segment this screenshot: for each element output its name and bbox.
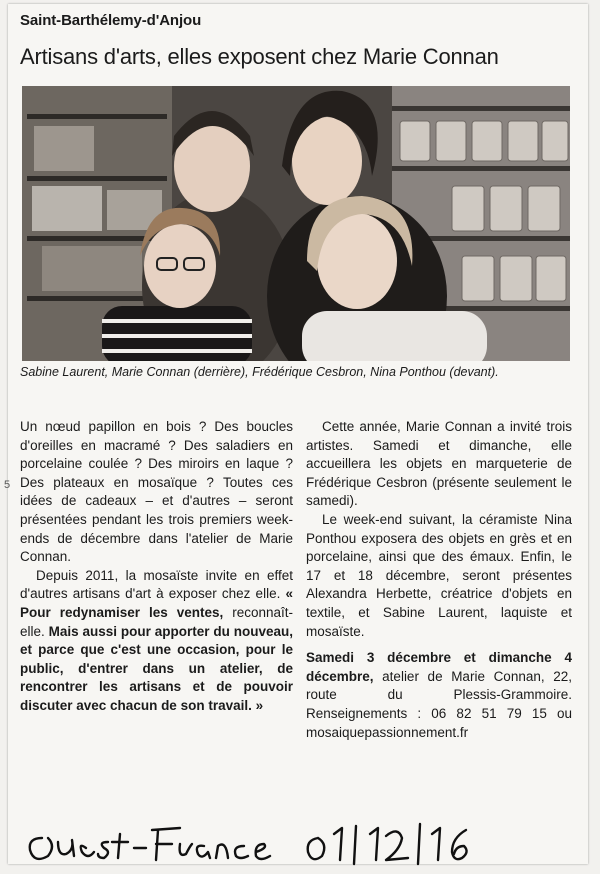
quote-part-2: Mais aussi pour apporter du nouveau, et parce que c'est une occasion, pour le public, d'entrer dans un atelier, de rencontrer les artisans et de pouvoir discuter avec chacun de son travail. »	[20, 623, 293, 713]
paragraph-2	[20, 567, 293, 716]
article-kicker: Saint-Barthélemy-d'Anjou	[20, 12, 202, 29]
handwritten-text: Ouest-France 01/12/16	[20, 808, 31, 809]
article-column-1	[20, 418, 293, 716]
practical-info	[306, 649, 572, 742]
paragraph-2-intro: Depuis 2011, la mosaïste invite en effet d'autres artisans d'art à exposer chez elle.	[20, 567, 293, 602]
photo-illustration	[22, 86, 570, 361]
paragraph-3: Cette année, Marie Connan a invité trois artistes. Samedi et dimanche, elle accueillera les objets en marqueterie de Frédérique Cesbron (présente seulement le samedi).	[306, 419, 572, 509]
article-headline: Artisans d'arts, elles exposent chez Marie Connan	[20, 44, 499, 69]
article-column-2	[306, 418, 572, 742]
paragraph-4: Le week-end suivant, la céramiste Nina Ponthou exposera des objets en grès et en porcelaine, ainsi que des émaux. Enfin, le 17 et 18 décembre, seront présentes Alexandra Herbette, créatrice d'objets en textile, et Sabine Laurent, laquiste et mosaïste.	[306, 511, 572, 639]
quote-part-1: « Pour redynamiser les ventes,	[20, 586, 293, 620]
event-details: atelier de Marie Connan, 22, route du Plessis-Grammoire. Renseignements : 06 82 51 79 15 ou mosaiquepassionnement.fr	[306, 668, 572, 740]
quote-attribution: reconnaît-elle.	[20, 604, 293, 639]
event-dates: Samedi 3 décembre et dimanche 4 décembre,	[306, 650, 572, 684]
paragraph-1: Un nœud papillon en bois ? Des boucles d'oreilles en macramé ? Des saladiers en porcelaine coulée ? Des miroirs en laque ? Des plateaux en mosaïque ? Toutes ces idées de cadeaux – et d'autres – seront présentées pendant les trois premiers week-ends de décembre dans l'atelier de Marie Connan.	[20, 419, 293, 565]
photo-caption: Sabine Laurent, Marie Connan (derrière), Frédérique Cesbron, Nina Ponthou (devant).	[20, 365, 499, 379]
handwriting-signature	[20, 808, 580, 868]
margin-mark: 5	[4, 479, 11, 491]
handwritten-source-note	[20, 808, 580, 868]
article-photo	[22, 86, 570, 361]
